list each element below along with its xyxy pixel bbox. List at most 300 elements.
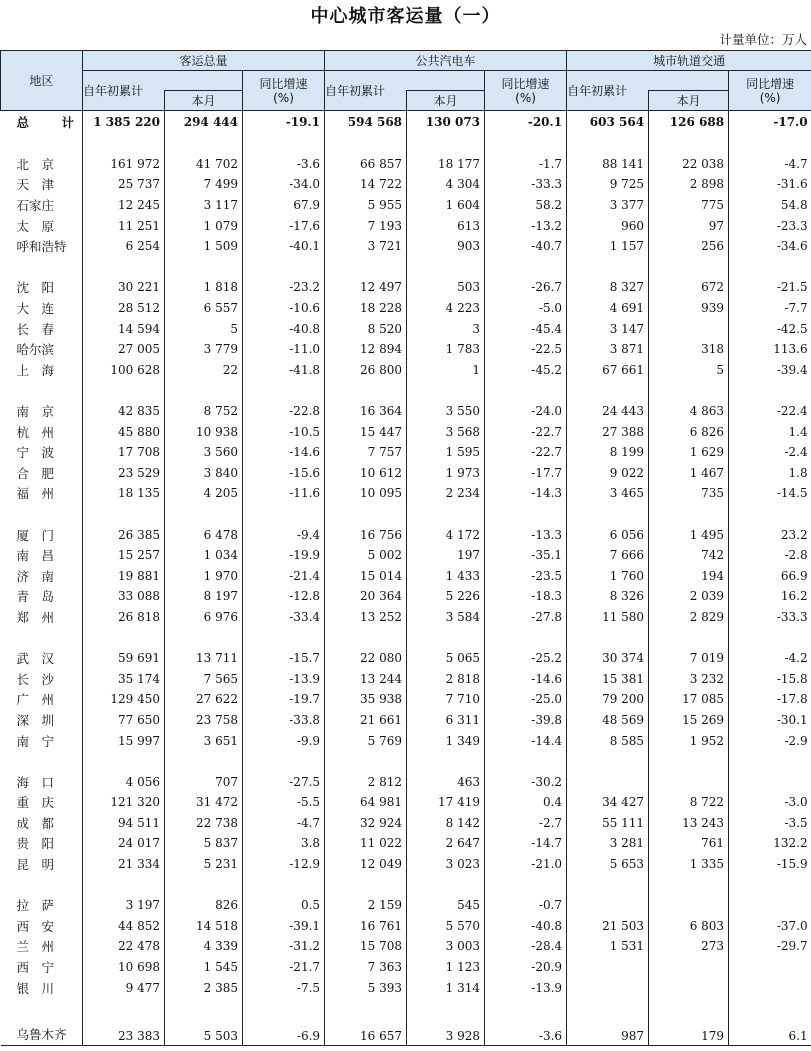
table-row (1, 792, 811, 813)
cell-total-cumulative: 27 005 (83, 339, 165, 360)
cell-total-month: 22 (165, 360, 243, 381)
spacer-cell (729, 257, 811, 278)
cell-bus-growth: -45.2 (485, 360, 567, 381)
region-name: 武 汉 (1, 648, 83, 669)
spacer-cell (165, 751, 243, 772)
region-name: 济 南 (1, 565, 83, 586)
cell-bus-cumulative: 13 244 (325, 668, 407, 689)
cell-rail-growth: -14.5 (729, 483, 811, 504)
cell-total-cumulative: 161 972 (83, 154, 165, 175)
cell-bus-cumulative: 5 955 (325, 195, 407, 216)
cell-bus-growth: 0.4 (485, 792, 567, 813)
cell-rail-month: 1 495 (649, 524, 729, 545)
cell-rail-cumulative: 24 443 (567, 401, 649, 422)
spacer-cell (325, 874, 407, 895)
cell-rail-cumulative: 48 569 (567, 710, 649, 731)
cell-bus-growth: -22.5 (485, 339, 567, 360)
cell-total-cumulative: 25 737 (83, 174, 165, 195)
cell-rail-month (649, 977, 729, 998)
cell-bus-cumulative: 26 800 (325, 360, 407, 381)
cell-total-growth: 3.8 (243, 833, 325, 854)
cell-total-cumulative: 15 257 (83, 545, 165, 566)
cell-bus-growth: -3.6 (485, 1019, 567, 1046)
cell-rail-month: 318 (649, 339, 729, 360)
cell-bus-month: 613 (407, 215, 485, 236)
cell-total-cumulative: 59 691 (83, 648, 165, 669)
cell-bus-cumulative: 13 252 (325, 607, 407, 628)
cell-rail-month (649, 957, 729, 978)
cell-total-cumulative: 1 385 220 (83, 111, 165, 134)
spacer-cell (83, 133, 165, 154)
spacer-cell (649, 504, 729, 525)
cell-total-month: 5 837 (165, 833, 243, 854)
cell-total-month: 3 560 (165, 442, 243, 463)
cell-total-growth: -14.6 (243, 442, 325, 463)
cell-rail-month: 1 952 (649, 730, 729, 751)
cell-bus-month: 545 (407, 895, 485, 916)
cell-rail-cumulative: 3 377 (567, 195, 649, 216)
cell-rail-month: 273 (649, 936, 729, 957)
cell-rail-month: 1 467 (649, 463, 729, 484)
table-row (1, 483, 811, 504)
cell-bus-growth: -0.7 (485, 895, 567, 916)
spacer-cell (83, 751, 165, 772)
spacer-cell (649, 751, 729, 772)
cell-bus-cumulative: 66 857 (325, 154, 407, 175)
cell-total-growth: -23.2 (243, 277, 325, 298)
cell-rail-cumulative: 1 760 (567, 565, 649, 586)
cell-bus-month: 1 973 (407, 463, 485, 484)
cell-bus-growth: -35.1 (485, 545, 567, 566)
cell-bus-growth: -20.1 (485, 111, 567, 134)
cell-total-month: 10 938 (165, 421, 243, 442)
spacer-cell (1, 380, 83, 401)
region-name: 杭 州 (1, 421, 83, 442)
cell-rail-cumulative: 9 725 (567, 174, 649, 195)
cell-rail-month: 1 335 (649, 854, 729, 875)
cell-total-growth: -33.4 (243, 607, 325, 628)
cell-bus-cumulative: 35 938 (325, 689, 407, 710)
spacer-cell (407, 380, 485, 401)
cell-total-cumulative: 121 320 (83, 792, 165, 813)
cell-rail-growth: -37.0 (729, 916, 811, 937)
spacer-cell (485, 874, 567, 895)
spacer-cell (165, 627, 243, 648)
region-name: 广 州 (1, 689, 83, 710)
cell-rail-month: 22 038 (649, 154, 729, 175)
cell-total-month: 1 970 (165, 565, 243, 586)
cell-bus-growth: -17.7 (485, 463, 567, 484)
cell-bus-growth: -14.4 (485, 730, 567, 751)
table-row (1, 916, 811, 937)
cell-rail-cumulative: 8 326 (567, 586, 649, 607)
cell-bus-month: 2 818 (407, 668, 485, 689)
cell-total-cumulative: 26 818 (83, 607, 165, 628)
cell-total-cumulative: 14 594 (83, 318, 165, 339)
cell-total-month: 1 818 (165, 277, 243, 298)
spacer-cell (165, 504, 243, 525)
cell-rail-cumulative: 6 056 (567, 524, 649, 545)
spacer-row (1, 874, 811, 895)
cell-bus-growth: -25.2 (485, 648, 567, 669)
spacer-cell (649, 998, 729, 1019)
spacer-cell (567, 751, 649, 772)
cell-total-cumulative: 129 450 (83, 689, 165, 710)
cell-rail-month: 126 688 (649, 111, 729, 134)
cell-rail-cumulative: 21 503 (567, 916, 649, 937)
spacer-cell (1, 998, 83, 1019)
cell-total-growth: -31.2 (243, 936, 325, 957)
header-blank-total (165, 71, 243, 91)
table-row (1, 545, 811, 566)
table-row (1, 524, 811, 545)
cell-total-growth: -21.7 (243, 957, 325, 978)
table-row (1, 771, 811, 792)
cell-total-growth: -6.9 (243, 1019, 325, 1046)
cell-rail-growth: 1.8 (729, 463, 811, 484)
spacer-cell (165, 257, 243, 278)
cell-total-growth: -4.7 (243, 813, 325, 834)
cell-rail-month: 256 (649, 236, 729, 257)
cell-rail-growth: 1.4 (729, 421, 811, 442)
cell-total-cumulative: 94 511 (83, 813, 165, 834)
spacer-cell (325, 627, 407, 648)
cell-total-month: 3 779 (165, 339, 243, 360)
cell-total-month: 3 651 (165, 730, 243, 751)
spacer-cell (729, 874, 811, 895)
cell-bus-growth: -39.8 (485, 710, 567, 731)
spacer-cell (165, 133, 243, 154)
cell-rail-month: 5 (649, 360, 729, 381)
table-row (1, 236, 811, 257)
cell-total-growth: 67.9 (243, 195, 325, 216)
cell-bus-cumulative: 8 520 (325, 318, 407, 339)
cell-rail-month: 761 (649, 833, 729, 854)
cell-total-month: 5 231 (165, 854, 243, 875)
cell-rail-cumulative: 30 374 (567, 648, 649, 669)
cell-total-growth: -10.6 (243, 298, 325, 319)
spacer-cell (567, 380, 649, 401)
cell-total-growth: -40.1 (243, 236, 325, 257)
cell-bus-cumulative: 10 095 (325, 483, 407, 504)
spacer-cell (243, 874, 325, 895)
cell-bus-month: 8 142 (407, 813, 485, 834)
cell-total-month: 6 478 (165, 524, 243, 545)
spacer-cell (729, 627, 811, 648)
header-group-rail: 城市轨道交通 (567, 51, 811, 71)
table-row (1, 360, 811, 381)
cell-bus-growth: -28.4 (485, 936, 567, 957)
cell-rail-growth: -17.0 (729, 111, 811, 134)
cell-rail-growth: 113.6 (729, 339, 811, 360)
cell-rail-cumulative: 4 691 (567, 298, 649, 319)
cell-bus-cumulative: 5 393 (325, 977, 407, 998)
cell-total-month: 5 (165, 318, 243, 339)
cell-bus-cumulative: 3 721 (325, 236, 407, 257)
cell-bus-cumulative: 12 497 (325, 277, 407, 298)
cell-rail-month: 8 722 (649, 792, 729, 813)
cell-total-cumulative: 21 334 (83, 854, 165, 875)
cell-total-month: 294 444 (165, 111, 243, 134)
cell-rail-month (649, 318, 729, 339)
region-name: 成 都 (1, 813, 83, 834)
spacer-cell (1, 504, 83, 525)
cell-rail-month: 1 629 (649, 442, 729, 463)
spacer-cell (649, 380, 729, 401)
spacer-row (1, 380, 811, 401)
cell-rail-cumulative: 3 147 (567, 318, 649, 339)
cell-total-cumulative: 26 385 (83, 524, 165, 545)
cell-total-month: 5 503 (165, 1019, 243, 1046)
cell-bus-growth: -13.2 (485, 215, 567, 236)
cell-bus-cumulative: 21 661 (325, 710, 407, 731)
region-name: 南 京 (1, 401, 83, 422)
cell-total-growth: -15.6 (243, 463, 325, 484)
cell-total-growth: -11.0 (243, 339, 325, 360)
spacer-cell (407, 257, 485, 278)
cell-rail-month: 3 232 (649, 668, 729, 689)
cell-bus-cumulative: 2 159 (325, 895, 407, 916)
cell-total-cumulative: 12 245 (83, 195, 165, 216)
cell-bus-cumulative: 7 757 (325, 442, 407, 463)
cell-bus-cumulative: 594 568 (325, 111, 407, 134)
region-name: 厦 门 (1, 524, 83, 545)
table-row (1, 318, 811, 339)
table-row (1, 586, 811, 607)
cell-total-growth: -9.9 (243, 730, 325, 751)
cell-total-growth: -17.6 (243, 215, 325, 236)
cell-rail-growth: -34.6 (729, 236, 811, 257)
cell-rail-growth: -15.9 (729, 854, 811, 875)
cell-bus-growth: 58.2 (485, 195, 567, 216)
table-row (1, 298, 811, 319)
cell-rail-growth: -17.8 (729, 689, 811, 710)
cell-rail-growth: 6.1 (729, 1019, 811, 1046)
cell-rail-cumulative: 8 327 (567, 277, 649, 298)
region-name: 总 计 (1, 111, 83, 134)
header-month-bus: 本月 (407, 91, 485, 111)
cell-total-month: 1 079 (165, 215, 243, 236)
spacer-cell (325, 751, 407, 772)
header-blank-rail (649, 71, 729, 91)
cell-rail-growth (729, 957, 811, 978)
cell-total-month: 13 711 (165, 648, 243, 669)
cell-total-growth: -39.1 (243, 916, 325, 937)
spacer-cell (165, 998, 243, 1019)
cell-rail-growth: -30.1 (729, 710, 811, 731)
cell-rail-month: 2 039 (649, 586, 729, 607)
passenger-volume-table (0, 50, 811, 1046)
cell-total-cumulative: 100 628 (83, 360, 165, 381)
spacer-cell (485, 257, 567, 278)
spacer-cell (243, 257, 325, 278)
header-group-bus: 公共汽电车 (325, 51, 567, 71)
spacer-cell (485, 380, 567, 401)
region-name: 乌鲁木齐 (1, 1019, 83, 1046)
cell-total-month: 1 509 (165, 236, 243, 257)
cell-rail-month: 6 826 (649, 421, 729, 442)
spacer-cell (83, 380, 165, 401)
region-name: 北 京 (1, 154, 83, 175)
cell-rail-growth: 54.8 (729, 195, 811, 216)
region-name: 上 海 (1, 360, 83, 381)
cell-bus-growth: -33.3 (485, 174, 567, 195)
cell-rail-growth: -2.9 (729, 730, 811, 751)
spacer-cell (485, 504, 567, 525)
cell-rail-cumulative (567, 771, 649, 792)
cell-total-growth: -7.5 (243, 977, 325, 998)
cell-bus-cumulative: 16 657 (325, 1019, 407, 1046)
region-name: 太 原 (1, 215, 83, 236)
spacer-row (1, 257, 811, 278)
region-name: 郑 州 (1, 607, 83, 628)
cell-total-cumulative: 35 174 (83, 668, 165, 689)
spacer-cell (1, 751, 83, 772)
cell-bus-month: 1 783 (407, 339, 485, 360)
cell-total-month: 22 738 (165, 813, 243, 834)
table-row (1, 174, 811, 195)
cell-rail-growth (729, 977, 811, 998)
cell-rail-month: 735 (649, 483, 729, 504)
cell-rail-growth (729, 895, 811, 916)
cell-rail-growth: -29.7 (729, 936, 811, 957)
cell-total-month: 27 622 (165, 689, 243, 710)
cell-bus-cumulative: 15 708 (325, 936, 407, 957)
cell-total-cumulative: 4 056 (83, 771, 165, 792)
cell-total-growth: -19.1 (243, 111, 325, 134)
cell-rail-cumulative: 34 427 (567, 792, 649, 813)
cell-rail-cumulative: 79 200 (567, 689, 649, 710)
cell-total-cumulative: 9 477 (83, 977, 165, 998)
cell-bus-growth: -26.7 (485, 277, 567, 298)
spacer-cell (649, 874, 729, 895)
cell-rail-month: 775 (649, 195, 729, 216)
region-name: 重 庆 (1, 792, 83, 813)
cell-bus-month: 1 604 (407, 195, 485, 216)
cell-total-month: 1 034 (165, 545, 243, 566)
table-row (1, 936, 811, 957)
spacer-cell (325, 380, 407, 401)
cell-bus-growth: -30.2 (485, 771, 567, 792)
cell-total-growth: -12.8 (243, 586, 325, 607)
cell-bus-cumulative: 16 364 (325, 401, 407, 422)
cell-rail-cumulative: 7 666 (567, 545, 649, 566)
cell-bus-cumulative: 18 228 (325, 298, 407, 319)
cell-bus-month: 3 (407, 318, 485, 339)
spacer-cell (243, 751, 325, 772)
cell-total-cumulative: 23 383 (83, 1019, 165, 1046)
region-name: 天 津 (1, 174, 83, 195)
cell-total-month: 14 518 (165, 916, 243, 937)
cell-rail-growth: -22.4 (729, 401, 811, 422)
region-name: 贵 阳 (1, 833, 83, 854)
spacer-cell (485, 133, 567, 154)
cell-bus-growth: -22.7 (485, 421, 567, 442)
cell-total-month: 7 565 (165, 668, 243, 689)
cell-bus-growth: -27.8 (485, 607, 567, 628)
cell-rail-growth: -23.3 (729, 215, 811, 236)
cell-total-cumulative: 15 997 (83, 730, 165, 751)
cell-rail-growth: -39.4 (729, 360, 811, 381)
header-month-rail: 本月 (649, 91, 729, 111)
table-row (1, 977, 811, 998)
spacer-cell (567, 504, 649, 525)
spacer-cell (407, 133, 485, 154)
cell-total-cumulative: 6 254 (83, 236, 165, 257)
region-name: 银 川 (1, 977, 83, 998)
cell-rail-cumulative (567, 895, 649, 916)
cell-bus-month: 6 311 (407, 710, 485, 731)
table-row (1, 668, 811, 689)
cell-rail-cumulative: 5 653 (567, 854, 649, 875)
cell-rail-cumulative (567, 977, 649, 998)
cell-bus-cumulative: 2 812 (325, 771, 407, 792)
cell-total-cumulative: 11 251 (83, 215, 165, 236)
cell-rail-month: 194 (649, 565, 729, 586)
cell-total-cumulative: 19 881 (83, 565, 165, 586)
cell-bus-month: 1 349 (407, 730, 485, 751)
cell-total-cumulative: 18 135 (83, 483, 165, 504)
cell-total-growth: 0.5 (243, 895, 325, 916)
cell-total-month: 826 (165, 895, 243, 916)
spacer-cell (407, 751, 485, 772)
cell-rail-growth: -4.7 (729, 154, 811, 175)
cell-total-month: 41 702 (165, 154, 243, 175)
cell-bus-month: 3 550 (407, 401, 485, 422)
spacer-cell (83, 504, 165, 525)
cell-rail-cumulative: 3 465 (567, 483, 649, 504)
cell-total-growth: -9.4 (243, 524, 325, 545)
cell-rail-month: 13 243 (649, 813, 729, 834)
spacer-cell (729, 751, 811, 772)
region-name: 南 昌 (1, 545, 83, 566)
spacer-cell (325, 257, 407, 278)
cell-bus-month: 4 223 (407, 298, 485, 319)
cell-bus-cumulative: 7 193 (325, 215, 407, 236)
region-name: 南 宁 (1, 730, 83, 751)
cell-bus-month: 503 (407, 277, 485, 298)
spacer-cell (407, 998, 485, 1019)
table-row (1, 277, 811, 298)
table-row (1, 813, 811, 834)
cell-bus-cumulative: 16 761 (325, 916, 407, 937)
cell-bus-month: 3 928 (407, 1019, 485, 1046)
spacer-cell (649, 627, 729, 648)
cell-bus-growth: -23.5 (485, 565, 567, 586)
cell-total-cumulative: 30 221 (83, 277, 165, 298)
cell-bus-cumulative: 15 447 (325, 421, 407, 442)
table-row (1, 833, 811, 854)
cell-rail-growth: -33.3 (729, 607, 811, 628)
table-row (1, 195, 811, 216)
cell-bus-cumulative: 12 049 (325, 854, 407, 875)
region-name: 福 州 (1, 483, 83, 504)
cell-rail-month: 97 (649, 215, 729, 236)
spacer-row (1, 751, 811, 772)
spacer-row (1, 504, 811, 525)
header-growth-bus: 同比增速 (%) (485, 71, 567, 111)
cell-bus-growth: -40.7 (485, 236, 567, 257)
cell-total-month: 23 758 (165, 710, 243, 731)
region-name: 大 连 (1, 298, 83, 319)
region-name: 昆 明 (1, 854, 83, 875)
cell-bus-cumulative: 15 014 (325, 565, 407, 586)
cell-total-growth: -19.7 (243, 689, 325, 710)
cell-bus-month: 5 570 (407, 916, 485, 937)
spacer-cell (243, 380, 325, 401)
cell-rail-cumulative: 8 585 (567, 730, 649, 751)
cell-total-cumulative: 33 088 (83, 586, 165, 607)
